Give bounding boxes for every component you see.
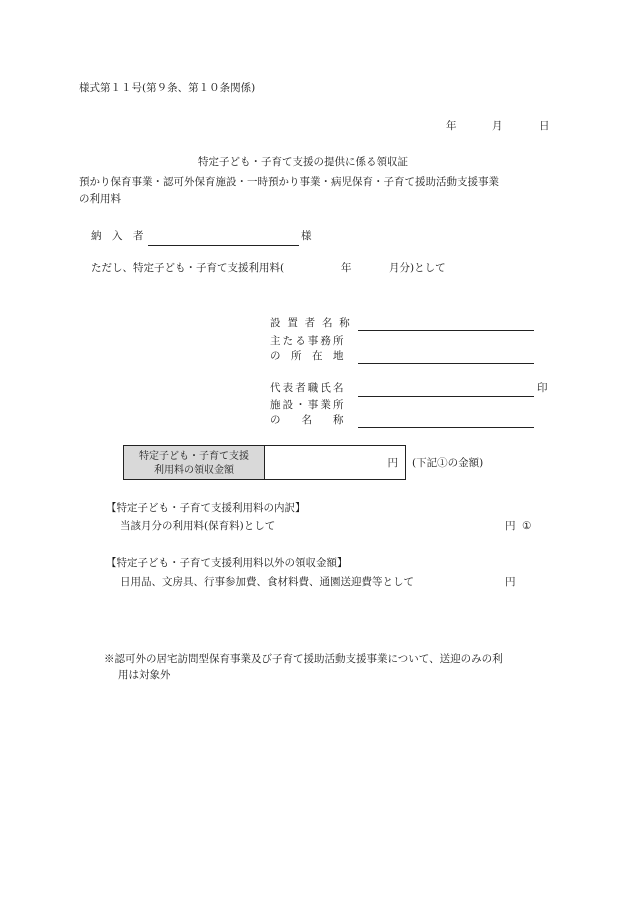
- footnote-line1: ※認可外の居宅訪問型保育事業及び子育て援助活動支援事業について、送迎のみの利: [104, 653, 503, 665]
- payer-suffix: 様: [301, 230, 312, 242]
- date-month-label: 月: [492, 120, 503, 132]
- purpose-suffix: 月分)として: [389, 262, 446, 274]
- facility-name-line[interactable]: [358, 427, 534, 428]
- form-number: 様式第１１号(第９条、第１０条関係): [79, 82, 256, 94]
- purpose-year-label: 年: [341, 262, 352, 274]
- breakdown-item: 当該月分の利用料(保育料)として: [120, 520, 276, 532]
- breakdown-marker: ①: [522, 520, 532, 532]
- facility-label-line2: の 名 称: [270, 414, 344, 426]
- other-fees-item: 日用品、文房具、行事参加費、食材料費、通園送迎費等として: [120, 576, 414, 588]
- amount-yen: 円: [387, 457, 398, 469]
- other-fees-heading: 【特定子ども・子育て支援利用料以外の領収金額】: [106, 557, 348, 569]
- footnote-line2: 用は対象外: [118, 669, 171, 681]
- establisher-name-line[interactable]: [358, 330, 534, 331]
- breakdown-yen: 円: [505, 520, 516, 532]
- facility-label-line1: 施設・事業所: [270, 399, 346, 411]
- representative-line[interactable]: [358, 396, 534, 397]
- seal-mark: 印: [537, 382, 548, 394]
- document-subtitle-line1: 預かり保育事業・認可外保育施設・一時預かり事業・病児保育・子育て援助活動支援事業: [79, 176, 499, 188]
- office-label-line2: の 所 在 地: [270, 350, 344, 362]
- date-year-label: 年: [446, 120, 457, 132]
- amount-label-line2: 利用料の領収金額: [154, 465, 234, 476]
- document-title: 特定子ども・子育て支援の提供に係る領収証: [198, 156, 408, 168]
- amount-note: (下記①の金額): [412, 457, 484, 469]
- amount-box: [123, 445, 406, 480]
- document-subtitle-line2: の利用料: [79, 193, 121, 205]
- office-address-line[interactable]: [358, 363, 534, 364]
- amount-box-label: [124, 446, 265, 479]
- office-label-line1: 主たる事務所: [270, 335, 346, 347]
- date-day-label: 日: [539, 120, 550, 132]
- payer-label: 納 入 者: [91, 230, 144, 242]
- amount-label-line1: 特定子ども・子育て支援: [139, 451, 249, 462]
- representative-label: 代表者職氏名: [270, 382, 346, 394]
- breakdown-heading: 【特定子ども・子育て支援利用料の内訳】: [106, 502, 306, 514]
- purpose-prefix: ただし、特定子ども・子育て支援利用料(: [91, 262, 285, 274]
- establisher-name-label: 設置者名称: [270, 317, 357, 329]
- other-fees-yen: 円: [505, 576, 516, 588]
- payer-name-line[interactable]: [148, 245, 299, 246]
